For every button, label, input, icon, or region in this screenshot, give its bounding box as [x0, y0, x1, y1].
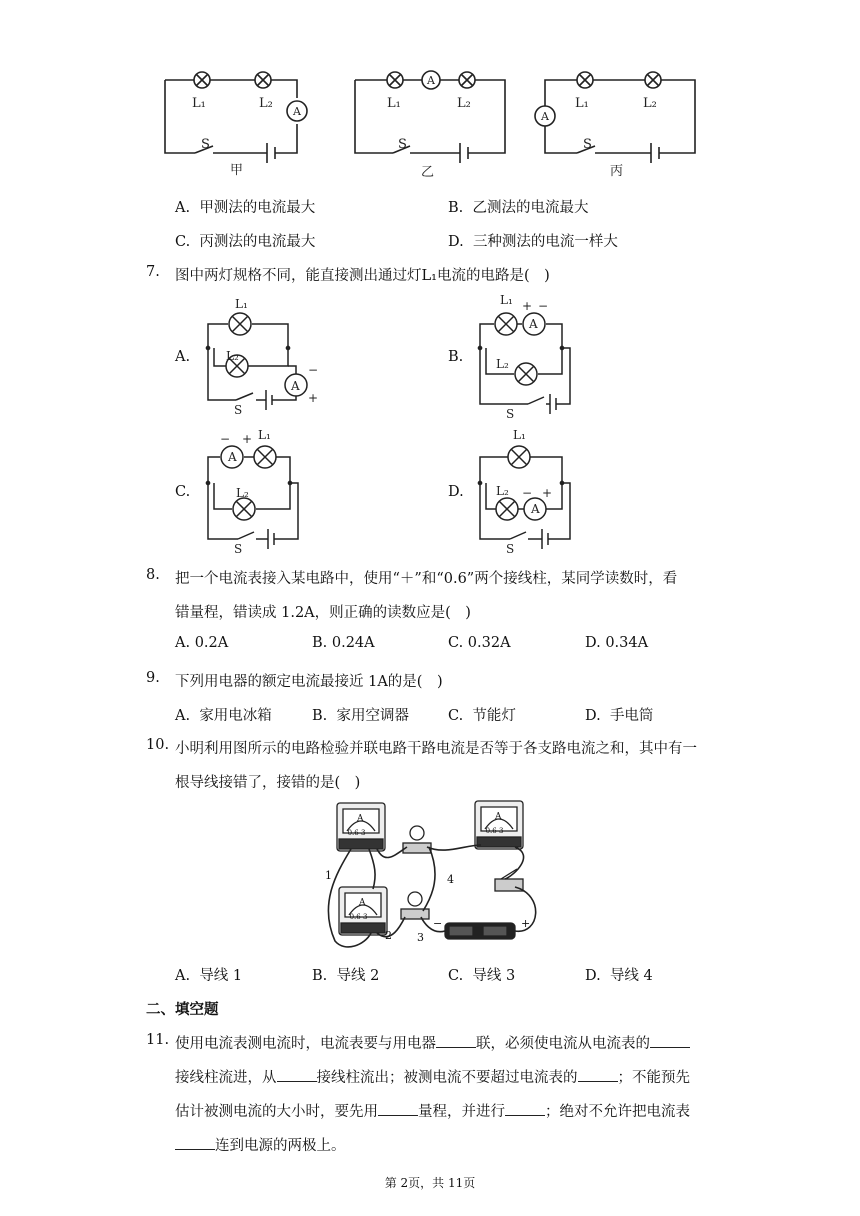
option-text: 家用电冰箱 [199, 708, 272, 724]
q6-option-c[interactable] [175, 230, 315, 251]
q10-number: 10. [146, 737, 170, 753]
option-letter: D. [585, 968, 601, 984]
wire-label-2: 2 [385, 929, 392, 942]
label-s: S [506, 407, 515, 421]
option-letter: B. [312, 635, 328, 651]
battery-plus: + [521, 917, 531, 930]
q11-text: 估计被测电流的大小时，要先用 [175, 1104, 378, 1120]
ammeter-a: A [541, 110, 549, 123]
plus-sign: + [242, 432, 253, 446]
option-letter: C. [175, 234, 191, 250]
battery-minus: − [433, 917, 443, 930]
q7-circuit-c [198, 425, 318, 555]
q7-option-c[interactable]: C. [175, 484, 191, 500]
ammeter-a: A [427, 74, 435, 87]
answer-blank[interactable] [578, 1067, 618, 1082]
page-footer: 第 2页，共 11页 [384, 1176, 476, 1190]
q8-stem-line1: 把一个电流表接入某电路中，使用“＋”和“0.6”两个接线柱，某同学读数时，看 [175, 571, 678, 587]
q8-stem-line2: 错量程，错读成 1.2A，则正确的读数应是( ) [175, 605, 471, 621]
option-text: 0.32A [467, 635, 511, 651]
option-letter: A. [175, 200, 191, 216]
ammeter-scale: - 0.6 3 [343, 829, 366, 837]
label-l2: L₂ [259, 96, 273, 111]
plus-sign: + [522, 299, 533, 313]
option-text: 手电筒 [609, 708, 654, 724]
answer-blank[interactable] [505, 1101, 545, 1116]
label-s: S [506, 542, 515, 556]
option-letter: B. [448, 200, 464, 216]
option-letter: A. [175, 635, 191, 651]
option-letter: A. [175, 968, 191, 984]
ammeter-a: A [291, 379, 300, 393]
q11-line4 [175, 1134, 346, 1155]
option-letter: D. [585, 635, 601, 651]
label-s: S [234, 542, 243, 556]
q6-option-b[interactable] [448, 196, 588, 217]
ammeter-a: A [529, 317, 538, 331]
option-letter: C. [448, 708, 464, 724]
label-l1: L₁ [575, 96, 589, 111]
q10-option-b[interactable] [312, 964, 379, 985]
wire-label-1: 1 [325, 869, 332, 882]
option-text: 0.2A [194, 635, 229, 651]
q11-line2 [175, 1066, 690, 1087]
label-l2: L₂ [496, 357, 509, 371]
q6-circuit-diagrams [155, 62, 715, 182]
ammeter-scale: - 0.6 3 [345, 913, 368, 921]
label-s: S [398, 137, 407, 152]
minus-sign: − [522, 486, 533, 500]
q7-option-a[interactable]: A. [175, 349, 191, 365]
answer-blank[interactable] [650, 1033, 690, 1048]
option-letter: B. [312, 968, 328, 984]
q11-text: ；不能预先 [617, 1070, 690, 1086]
option-text: 0.24A [331, 635, 375, 651]
label-l1: L₁ [258, 428, 271, 442]
q9-option-a[interactable] [175, 704, 272, 725]
label-s: S [201, 137, 210, 152]
option-text: 甲测法的电流最大 [199, 200, 316, 216]
q7-option-b[interactable]: B. [448, 349, 464, 365]
label-s: S [234, 403, 243, 417]
section-title: 二、填空题 [146, 1001, 219, 1018]
option-letter: C. [448, 968, 464, 984]
option-letter: C. [448, 635, 464, 651]
option-text: 0.34A [605, 635, 649, 651]
q6-option-d[interactable] [448, 230, 618, 251]
q7-number: 7. [146, 264, 160, 280]
ammeter-a: A [359, 898, 366, 908]
option-text: 家用空调器 [336, 708, 409, 724]
label-l2: L₂ [643, 96, 657, 111]
label-l2: L₂ [496, 484, 509, 498]
label-l2: L₂ [226, 349, 239, 363]
label-l2: L₂ [457, 96, 471, 111]
q10-option-d[interactable] [585, 964, 653, 985]
q10-option-a[interactable] [175, 964, 242, 985]
ammeter-a: A [228, 450, 237, 464]
q7-stem: 图中两灯规格不同，能直接测出通过灯L₁电流的电路是( ) [175, 268, 550, 284]
option-letter: D. [585, 708, 601, 724]
q11-text: ；绝对不允许把电流表 [545, 1104, 690, 1120]
option-letter: A. [175, 708, 191, 724]
q11-text: 量程，并进行 [418, 1104, 505, 1120]
q7-circuit-d [470, 425, 590, 555]
q7-circuit-b [470, 290, 590, 420]
label-s: S [583, 137, 592, 152]
q9-stem: 下列用电器的额定电流最接近 1A的是( ) [175, 674, 443, 690]
answer-blank[interactable] [277, 1067, 317, 1082]
q8-option-c[interactable] [448, 635, 511, 651]
option-letter: B. [312, 708, 328, 724]
label-l1: L₁ [513, 428, 526, 442]
q9-option-c[interactable] [448, 704, 516, 725]
wire-label-3: 3 [417, 931, 424, 944]
ammeter-a: A [293, 105, 301, 118]
ammeter-scale: - 0.6 3 [481, 827, 504, 835]
q11-text: 使用电流表测电流时，电流表要与用电器 [175, 1036, 436, 1052]
plus-sign: + [542, 486, 553, 500]
minus-sign: − [308, 363, 319, 377]
q8-option-b[interactable] [312, 635, 375, 651]
label-l1: L₁ [192, 96, 206, 111]
label-jia: 甲 [230, 163, 244, 178]
option-text: 乙测法的电流最大 [472, 200, 589, 216]
plus-sign: + [308, 391, 319, 405]
q10-stem-line2: 根导线接错了，接错的是( ) [175, 775, 361, 791]
label-bing: 丙 [610, 164, 624, 179]
label-l1: L₁ [500, 293, 513, 307]
label-l1: L₁ [235, 297, 248, 311]
option-text: 导线 1 [199, 968, 243, 984]
ammeter-a: A [495, 812, 502, 822]
q8-number: 8. [146, 567, 160, 583]
wire-label-4: 4 [447, 873, 454, 886]
option-text: 导线 3 [472, 968, 516, 984]
option-text: 丙测法的电流最大 [199, 234, 316, 250]
answer-blank[interactable] [436, 1033, 476, 1048]
answer-blank[interactable] [175, 1135, 215, 1150]
q11-text: 联，必须使电流从电流表的 [476, 1036, 650, 1052]
q7-circuit-a [198, 290, 318, 420]
option-text: 节能灯 [472, 708, 516, 724]
q11-line3 [175, 1100, 690, 1121]
q10-option-c[interactable] [448, 964, 515, 985]
ammeter-a: A [531, 502, 540, 516]
label-yi: 乙 [421, 165, 435, 180]
q11-line1 [175, 1032, 690, 1053]
q11-text: 接线柱流出；被测电流不要超过电流表的 [316, 1070, 578, 1086]
q8-option-a[interactable] [175, 635, 228, 651]
q10-stem-line1: 小明利用图所示的电路检验并联电路干路电流是否等于各支路电流之和，其中有一 [175, 741, 697, 757]
q9-number: 9. [146, 670, 160, 686]
q11-number: 11. [146, 1032, 170, 1048]
label-l2: L₂ [236, 486, 249, 500]
q9-option-b[interactable] [312, 704, 409, 725]
minus-sign: − [538, 299, 549, 313]
q8-option-d[interactable] [585, 635, 648, 651]
q7-option-d[interactable]: D. [448, 484, 464, 500]
q9-option-d[interactable] [585, 704, 653, 725]
option-letter: D. [448, 234, 464, 250]
q10-apparatus-figure [315, 795, 555, 955]
option-text: 导线 2 [336, 968, 380, 984]
q6-option-a[interactable] [175, 196, 315, 217]
label-l1: L₁ [387, 96, 401, 111]
q11-text: 接线柱流进，从 [175, 1070, 277, 1086]
minus-sign: − [220, 432, 231, 446]
q11-text: 连到电源的两极上。 [215, 1138, 346, 1154]
ammeter-a: A [357, 814, 364, 824]
option-text: 导线 4 [609, 968, 653, 984]
answer-blank[interactable] [378, 1101, 418, 1116]
option-text: 三种测法的电流一样大 [472, 234, 618, 250]
